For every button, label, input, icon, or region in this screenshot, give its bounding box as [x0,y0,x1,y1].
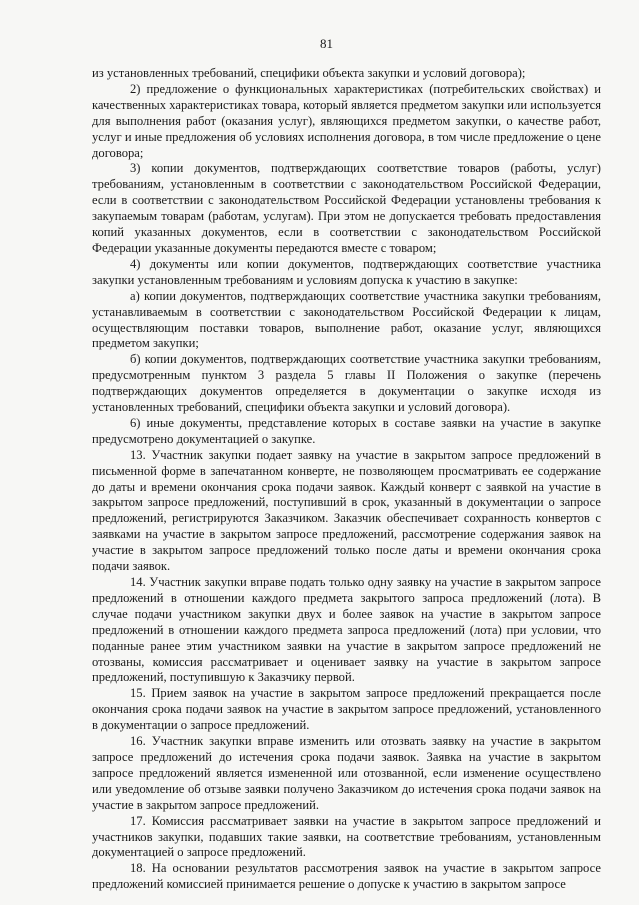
page-number: 81 [320,36,333,51]
paragraph-13: 13. Участник закупки подает заявку на участие в закрытом запросе предложений в письменной форме в запечатанном конверте, не позволяющем просматривать ее содержание до даты и времени окончания срока подачи заявок. Каждый конверт с заявкой на участие в закрытом запросе предложений, поступивший в срок, указанный в документации о запросе предложений, регистрируются Заказчиком. Заказчик обеспечивает сохранность конвертов с заявками на участие в закрытом запросе предложений, рассмотрение содержания заявок на участие в закрытом запросе предложений только после даты и времени окончания срока подачи заявок. [92,447,601,574]
paragraph-item-3: 3) копии документов, подтверждающих соответствие товаров (работы, услуг) требованиям, установленным в соответствии с законодательством Российской Федерации, если в соответствии с законодательством Российской Федерации установлены требования к закупаемым товарам (работам, услугам). При этом не допускается требовать предоставления копий указанных документов, если в соответствии с законодательством Российской Федерации указанные документы передаются вместе с товаром; [92,161,601,255]
paragraph-item-6: 6) иные документы, представление которых в составе заявки на участие в закупке предусмотрено документацией о закупке. [92,415,601,446]
paragraph-17: 17. Комиссия рассматривает заявки на участие в закрытом запросе предложений и участников закупки, подавших такие заявки, на соответствие требованиям, установленным документацией о запросе предложений. [92,813,601,860]
paragraph-item-4b: б) копии документов, подтверждающих соответствие участника закупки требованиям, предусмотренным пунктом 3 раздела 5 главы II Положения о закупке (перечень подтверждающих документов определяется в документации о закупке исходя из установленных требований, специфики объекта закупки и условий договора). [92,352,601,415]
paragraph-continuation: из установленных требований, специфики объекта закупки и условий договора); [92,66,526,80]
paragraph-18: 18. На основании результатов рассмотрения заявок на участие в закрытом запросе предложений комиссией принимается решение о допуске к участию в закрытом запросе [92,861,601,892]
paragraph-item-2: 2) предложение о функциональных характеристиках (потребительских свойствах) и качественных характеристиках товара, который является предметом закупки или используется для выполнения работ (оказания услуг), являющихся предметом закупки, о качестве работ, услуг и иные предложения об условиях исполнения договора, в том числе предложение о цене договора; [92,81,601,160]
paragraph-15: 15. Прием заявок на участие в закрытом запросе предложений прекращается после окончания срока подачи заявок на участие в закрытом запросе предложений, установленного в документации о запросе предложений. [92,686,601,733]
paragraph-16: 16. Участник закупки вправе изменить или отозвать заявку на участие в закрытом запросе предложений до истечения срока подачи заявок. Заявка на участие в закрытом запросе предложений является измененной или отозванной, если изменение осуществлено или уведомление об отзыве заявки получено Заказчиком до истечения срока подачи заявок на участие в закрытом запросе предложений. [92,734,601,812]
paragraph-14: 14. Участник закупки вправе подать только одну заявку на участие в закрытом запросе предложений в отношении каждого предмета закрытого запроса предложений (лота). В случае подачи участником закупки двух и более заявок на участие в закрытом запросе предложений в отношении каждого предмета запроса предложений (лота) при условии, что поданные ранее этим участником заявки на участие в закрытом запросе предложений не отозваны, комиссия рассматривает и оценивает заявку на участие в закрытом запросе предложений, поступившую к Заказчику первой. [92,575,601,685]
paragraph-item-4a: а) копии документов, подтверждающих соответствие участника закупки требованиям, устанавливаемым в соответствии с законодательством Российской Федерации к лицам, осуществляющим поставки товаров, выполнение работ, оказание услуг, являющихся предметом закупки; [92,288,601,351]
paragraph-item-4: 4) документы или копии документов, подтверждающих соответствие участника закупки установленным требованиям и условиям допуска к участию в закупке: [92,256,601,287]
